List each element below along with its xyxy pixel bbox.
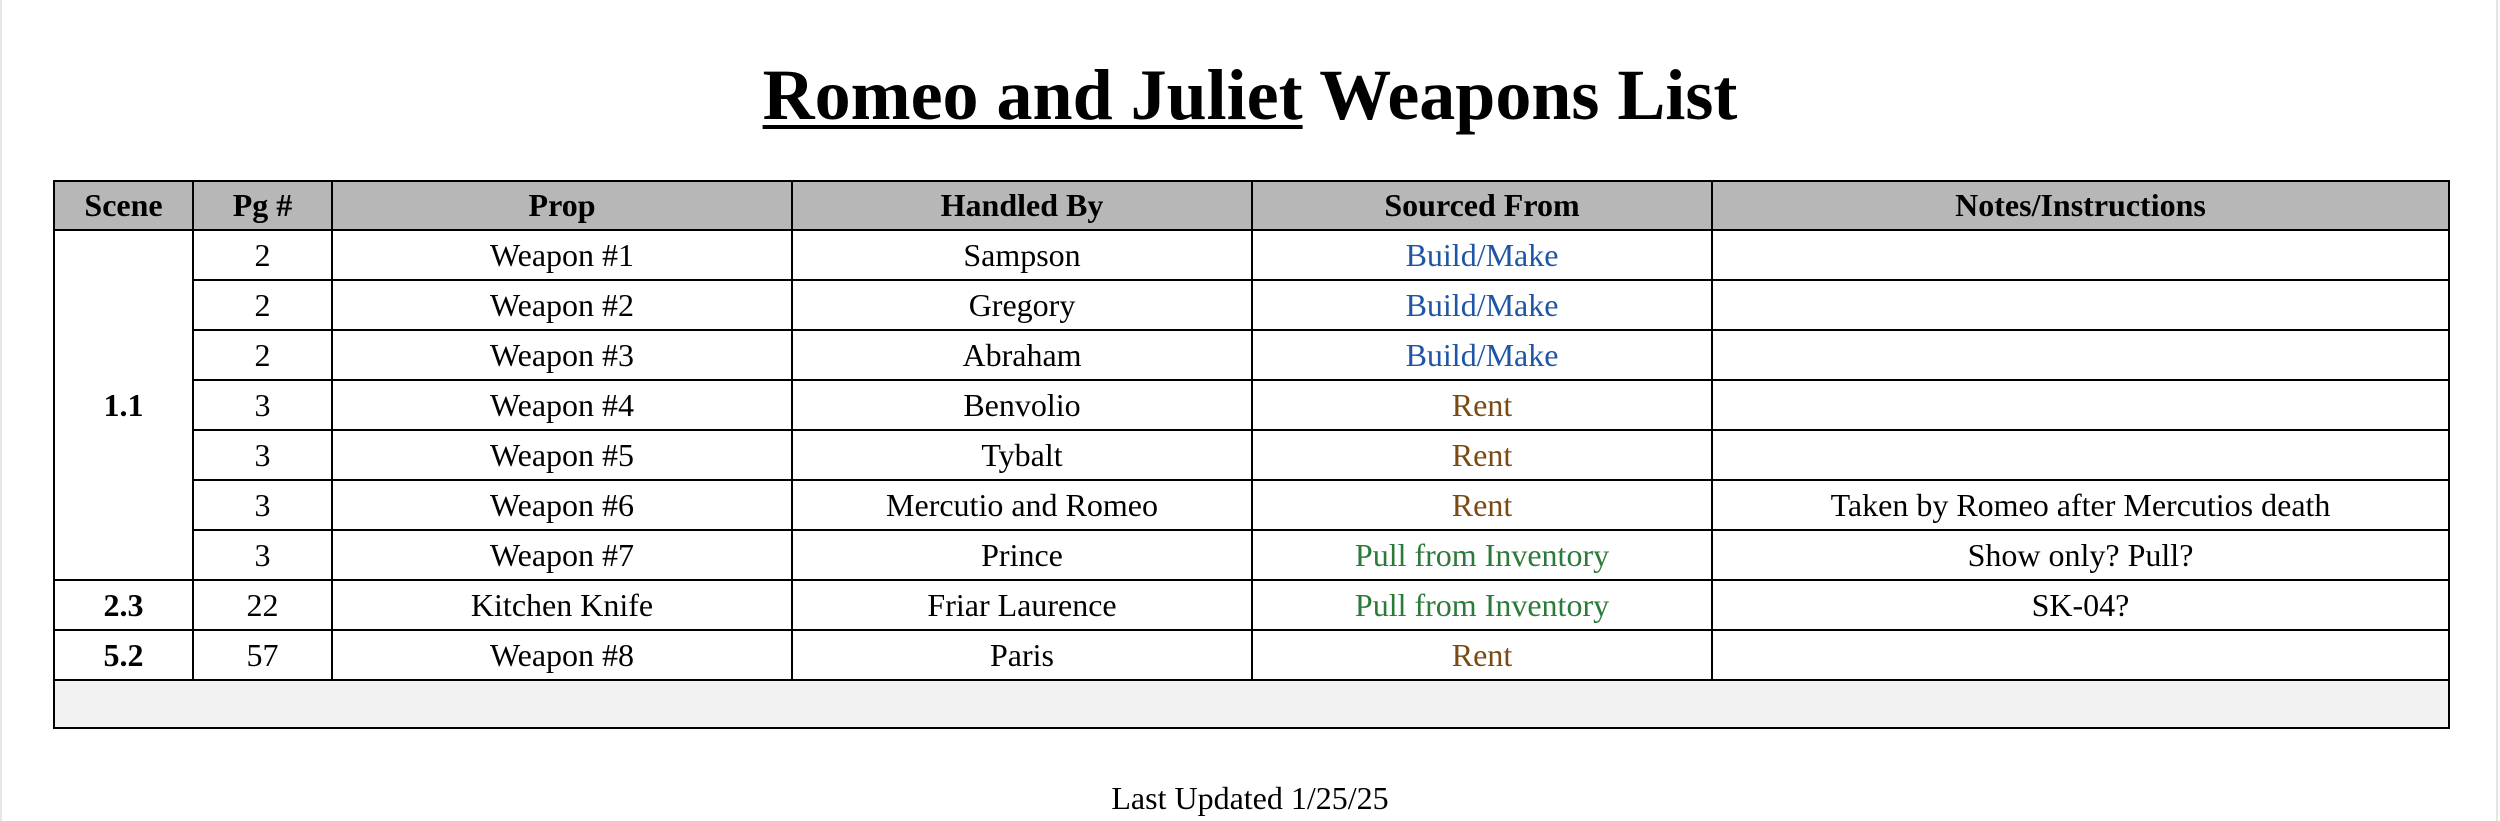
scene-cell: 1.1 (54, 230, 193, 580)
handled-by-cell: Benvolio (792, 380, 1252, 430)
page-cell: 2 (193, 280, 332, 330)
last-updated: Last Updated 1/25/25 (1111, 780, 1389, 816)
handled-by-cell: Abraham (792, 330, 1252, 380)
header-prop: Prop (332, 181, 792, 230)
header-page: Pg # (193, 181, 332, 230)
header-notes: Notes/Instructions (1712, 181, 2449, 230)
sourced-from-cell: Rent (1252, 480, 1712, 530)
sourced-from-cell: Rent (1252, 430, 1712, 480)
handled-by-cell: Mercutio and Romeo (792, 480, 1252, 530)
page-cell: 22 (193, 580, 332, 630)
prop-cell: Weapon #6 (332, 480, 792, 530)
table-row (54, 580, 2449, 630)
sourced-from-cell: Build/Make (1252, 280, 1712, 330)
sourced-from-cell: Build/Make (1252, 230, 1712, 280)
table-row (54, 330, 2449, 380)
handled-by-cell: Prince (792, 530, 1252, 580)
header-scene: Scene (54, 181, 193, 230)
page-cell: 2 (193, 330, 332, 380)
table-row (54, 380, 2449, 430)
handled-by-cell: Sampson (792, 230, 1252, 280)
notes-cell (1712, 380, 2449, 430)
notes-cell (1712, 230, 2449, 280)
notes-cell (1712, 280, 2449, 330)
header-sourced-from: Sourced From (1252, 181, 1712, 230)
sourced-from-cell: Rent (1252, 630, 1712, 680)
table-row (54, 530, 2449, 580)
page-title (0, 50, 2500, 140)
table-row (54, 430, 2449, 480)
handled-by-cell: Tybalt (792, 430, 1252, 480)
page-cell: 3 (193, 480, 332, 530)
handled-by-cell: Gregory (792, 280, 1252, 330)
table-row (54, 630, 2449, 680)
title-underlined-part: Romeo and Juliet (762, 55, 1303, 135)
scene-cell: 2.3 (54, 580, 193, 630)
handled-by-cell: Paris (792, 630, 1252, 680)
page-cell: 3 (193, 530, 332, 580)
prop-cell: Weapon #3 (332, 330, 792, 380)
notes-cell: Taken by Romeo after Mercutios death (1712, 480, 2449, 530)
notes-cell (1712, 330, 2449, 380)
notes-cell (1712, 630, 2449, 680)
table-row (54, 230, 2449, 280)
page-cell: 2 (193, 230, 332, 280)
prop-cell: Weapon #7 (332, 530, 792, 580)
page-cell: 3 (193, 380, 332, 430)
page-cell: 57 (193, 630, 332, 680)
header-handled-by: Handled By (792, 181, 1252, 230)
notes-cell (1712, 430, 2449, 480)
header-row (54, 181, 2449, 230)
empty-row-cell (54, 680, 2449, 728)
handled-by-cell: Friar Laurence (792, 580, 1252, 630)
prop-cell: Weapon #4 (332, 380, 792, 430)
prop-cell: Weapon #1 (332, 230, 792, 280)
notes-cell: Show only? Pull? (1712, 530, 2449, 580)
weapons-table (53, 180, 2450, 729)
sourced-from-cell: Pull from Inventory (1252, 580, 1712, 630)
prop-cell: Weapon #2 (332, 280, 792, 330)
title-rest: Weapons List (1302, 55, 1738, 135)
sourced-from-cell: Pull from Inventory (1252, 530, 1712, 580)
notes-cell: SK-04? (1712, 580, 2449, 630)
sourced-from-cell: Rent (1252, 380, 1712, 430)
empty-row (54, 680, 2449, 728)
page-cell: 3 (193, 430, 332, 480)
sourced-from-cell: Build/Make (1252, 330, 1712, 380)
table-row (54, 480, 2449, 530)
table-row (54, 280, 2449, 330)
prop-cell: Weapon #5 (332, 430, 792, 480)
prop-cell: Kitchen Knife (332, 580, 792, 630)
prop-cell: Weapon #8 (332, 630, 792, 680)
scene-cell: 5.2 (54, 630, 193, 680)
